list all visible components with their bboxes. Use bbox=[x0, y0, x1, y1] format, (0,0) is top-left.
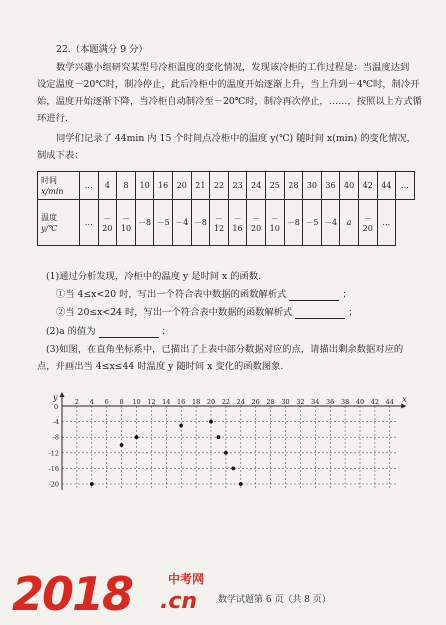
q1a-semicolon: ； bbox=[342, 289, 352, 300]
table-cell: … bbox=[377, 200, 396, 246]
table-cell: －16 bbox=[228, 200, 247, 246]
y-axis-arrow bbox=[60, 392, 65, 397]
q3-text-line1: (3)如图，在直角坐标系中，已描出了上表中部分数据对应的点，请描出剩余数据对应的 bbox=[46, 344, 404, 355]
table-cell: －4 bbox=[321, 200, 340, 246]
x-tick-label: 18 bbox=[191, 398, 201, 406]
x-tick-label: 28 bbox=[266, 398, 275, 406]
q2-semicolon: ； bbox=[161, 326, 171, 337]
q1b-line bbox=[56, 307, 358, 319]
x-tick-label: 2 bbox=[74, 398, 79, 406]
page-footer: 数学试题第 6 页（共 8 页） bbox=[218, 595, 331, 605]
data-point bbox=[179, 424, 183, 428]
x-tick-label: 16 bbox=[177, 398, 186, 406]
logo-2018: 2018 bbox=[12, 567, 133, 621]
table-cell: 20 bbox=[172, 172, 191, 200]
table-cell: －10 bbox=[117, 200, 136, 246]
graph-ticks bbox=[49, 398, 394, 489]
table-cell: －8 bbox=[135, 200, 154, 246]
graph-grid bbox=[62, 406, 397, 488]
y-tick-label: -8 bbox=[52, 433, 59, 442]
origin-label: 0 bbox=[54, 403, 59, 411]
table-cell: 8 bbox=[117, 172, 136, 200]
data-point bbox=[209, 420, 213, 424]
q1b-semicolon: ； bbox=[348, 307, 358, 318]
q2-answer-blank[interactable] bbox=[99, 327, 159, 338]
x-tick-label: 4 bbox=[89, 398, 94, 406]
y-tick-label: -12 bbox=[48, 449, 59, 458]
x-tick-label: 12 bbox=[147, 398, 156, 406]
table-cell: 23 bbox=[228, 172, 247, 200]
table-header-time bbox=[38, 172, 80, 200]
table-cell: 16 bbox=[154, 172, 173, 200]
intro-line: 环进行. bbox=[37, 113, 68, 124]
x-tick-label: 32 bbox=[296, 398, 305, 406]
x-tick-label: 10 bbox=[132, 398, 141, 406]
header-unit: y/℃ bbox=[41, 223, 58, 233]
y-tick-label: -16 bbox=[48, 464, 59, 473]
table-cell: 44 bbox=[377, 172, 396, 200]
intro-line: 数学兴趣小组研究某型号冷柜温度的变化情况，发现该冷柜的工作过程是：当温度达到 bbox=[56, 62, 410, 73]
data-table bbox=[37, 171, 415, 246]
table-cell: 4 bbox=[98, 172, 117, 200]
q1a-text: ①当 4≤x<20 时，写出一个符合表中数据的函数解析式 bbox=[56, 289, 287, 300]
record-text bbox=[37, 130, 416, 164]
q1a-answer-blank[interactable] bbox=[289, 290, 339, 301]
x-tick-label: 42 bbox=[370, 398, 380, 406]
x-tick-label: 6 bbox=[104, 398, 109, 406]
q1a-line bbox=[56, 289, 352, 301]
table-cell: －5 bbox=[303, 200, 322, 246]
table-cell: －20 bbox=[247, 200, 266, 246]
x-tick-label: 8 bbox=[119, 398, 124, 406]
table-row-temp bbox=[38, 200, 415, 246]
table-cell: －20 bbox=[98, 200, 117, 246]
x-tick-label: 44 bbox=[385, 398, 394, 406]
graph-axes bbox=[52, 392, 407, 490]
x-tick-label: 30 bbox=[281, 398, 290, 406]
data-point bbox=[217, 435, 221, 439]
table-cell: … bbox=[80, 200, 99, 246]
table-cell: －20 bbox=[358, 200, 377, 246]
intro-line: 设定温度－20℃时，制冷停止，此后冷柜中的温度开始逐渐上升，当上升到－4℃时，制冷开 bbox=[37, 79, 420, 90]
table-cell: 40 bbox=[340, 172, 359, 200]
data-point bbox=[120, 443, 124, 447]
table-cell: a bbox=[340, 200, 359, 246]
q1b-text: ②当 20≤x<24 时，写出一个符合表中数据的函数解析式 bbox=[56, 307, 293, 318]
table-cell: 25 bbox=[265, 172, 284, 200]
x-tick-label: 40 bbox=[355, 398, 365, 406]
header-label: 时间 bbox=[41, 175, 57, 185]
y-tick-label: -4 bbox=[52, 418, 59, 427]
q1b-answer-blank[interactable] bbox=[295, 308, 345, 319]
table-cell: －5 bbox=[154, 200, 173, 246]
x-axis-label: x bbox=[402, 395, 407, 404]
data-point bbox=[135, 435, 139, 439]
table-cell: －8 bbox=[191, 200, 210, 246]
x-tick-label: 20 bbox=[206, 398, 216, 406]
x-tick-label: 22 bbox=[221, 398, 231, 406]
x-tick-label: 34 bbox=[311, 398, 320, 406]
y-tick-label: -20 bbox=[48, 480, 59, 489]
table-cell: －8 bbox=[284, 200, 303, 246]
table-cell: 28 bbox=[284, 172, 303, 200]
table-cell: … bbox=[396, 172, 415, 200]
coordinate-graph[interactable] bbox=[28, 393, 407, 494]
q2-line bbox=[46, 326, 171, 338]
x-axis-arrow bbox=[401, 404, 406, 409]
logo-domain: .cn bbox=[160, 589, 198, 614]
record-line: 同学们记录了 44min 内 15 个时间点冷柜中的温度 y(℃) 随时间 x(min) 的变化情况， bbox=[56, 133, 416, 144]
q2-text: (2)a 的值为 bbox=[46, 326, 96, 337]
x-tick-label: 14 bbox=[162, 398, 171, 406]
table-cell: 42 bbox=[358, 172, 377, 200]
table-cell: －10 bbox=[265, 200, 284, 246]
table-cell: 24 bbox=[247, 172, 266, 200]
data-point bbox=[231, 467, 235, 471]
data-point bbox=[239, 482, 243, 486]
x-tick-label: 36 bbox=[326, 398, 335, 406]
y-axis-label: y bbox=[53, 393, 58, 402]
question-header: 22.（本题满分 9 分） bbox=[56, 44, 148, 55]
x-tick-label: 26 bbox=[251, 398, 260, 406]
data-point bbox=[90, 482, 94, 486]
intro-line: 始，温度开始逐渐下降，当冷柜自动制冷至－20℃时，制冷再次停止，……，按照以上方式循 bbox=[37, 96, 422, 107]
table-cell: … bbox=[80, 172, 99, 200]
header-unit: x/min bbox=[41, 186, 64, 196]
x-tick-label: 24 bbox=[236, 398, 245, 406]
logo-cn-text: 中考网 bbox=[168, 572, 205, 586]
record-line: 制成下表： bbox=[37, 150, 84, 161]
table-header-temp bbox=[38, 200, 80, 246]
question-intro bbox=[37, 59, 422, 127]
table-cell: 36 bbox=[321, 172, 340, 200]
data-point bbox=[224, 451, 228, 455]
q3-text-line2: 点，并画出当 4≤x≤44 时温度 y 随时间 x 变化的函数图象. bbox=[37, 361, 284, 372]
table-row-time bbox=[38, 172, 415, 200]
q1-text: (1)通过分析发现，冷柜中的温度 y 是时间 x 的函数. bbox=[46, 271, 262, 282]
table-cell: 22 bbox=[210, 172, 229, 200]
x-tick-label: 38 bbox=[340, 398, 350, 406]
table-cell: －12 bbox=[210, 200, 229, 246]
table-cell: 21 bbox=[191, 172, 210, 200]
table-cell: 30 bbox=[303, 172, 322, 200]
table-cell: 10 bbox=[135, 172, 154, 200]
header-label: 温度 bbox=[41, 212, 57, 222]
table-cell: －4 bbox=[172, 200, 191, 246]
